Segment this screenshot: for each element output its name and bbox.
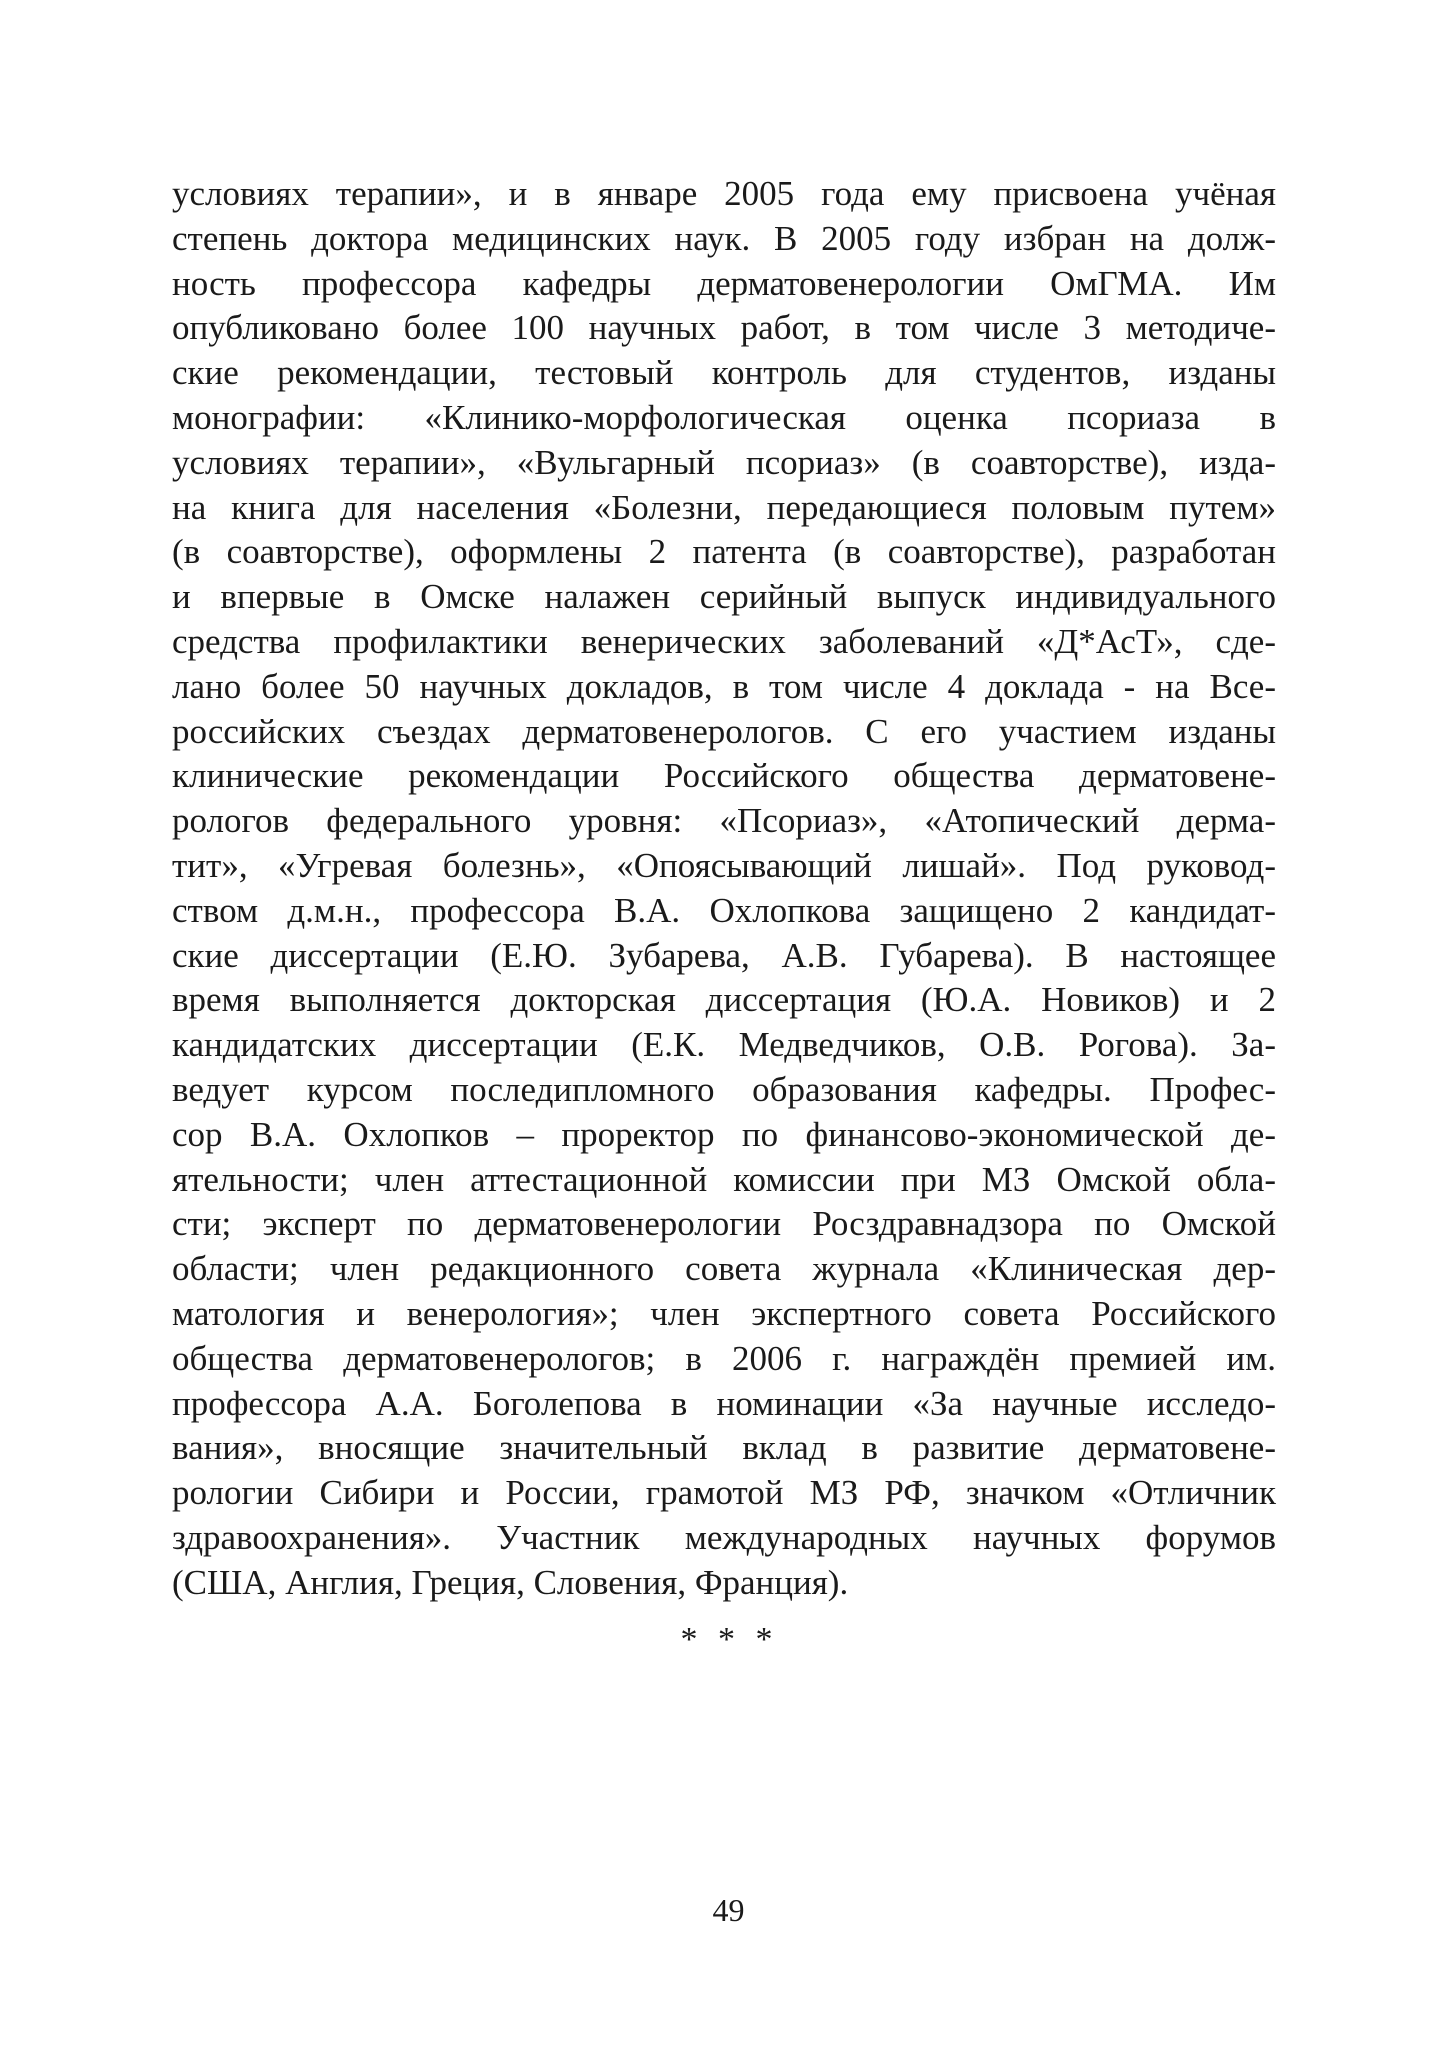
- text-line: условиях терапии», и в январе 2005 года ему присвоена учёная: [172, 174, 1276, 213]
- text-line: время выполняется докторская диссертация (Ю.А. Новиков) и 2: [172, 980, 1276, 1020]
- text-line: российских съездах дерматовенерологов. С его участием изданы: [172, 711, 1276, 751]
- text-line: сор В.А. Охлопков – проректор по финансово-экономической де-: [172, 1114, 1276, 1154]
- text-line: лано более 50 научных докладов, в том числе 4 доклада - на Все-: [172, 666, 1276, 706]
- body-text: [172, 172, 1276, 1606]
- text-line: и впервые в Омске налажен серийный выпуск индивидуального: [172, 577, 1276, 617]
- text-line: условиях терапии», «Вульгарный псориаз» (в соавторстве), изда-: [172, 442, 1276, 482]
- text-line: на книга для населения «Болезни, передающиеся половым путем»: [172, 487, 1276, 527]
- text-line: рологов федерального уровня: «Псориаз», «Атопический дерма-: [172, 801, 1276, 841]
- text-line: ведует курсом последипломного образования кафедры. Профес-: [172, 1069, 1276, 1109]
- text-line: средства профилактики венерических заболеваний «Д*АсТ», сде-: [172, 621, 1276, 661]
- text-line: рологии Сибири и России, грамотой МЗ РФ, значком «Отличник: [172, 1473, 1276, 1513]
- text-line: (в соавторстве), оформлены 2 патента (в соавторстве), разработан: [172, 532, 1276, 572]
- text-line: матология и венерология»; член экспертного совета Российского: [172, 1293, 1276, 1333]
- text-line: ские диссертации (Е.Ю. Зубарева, А.В. Губарева). В настоящее: [172, 935, 1276, 975]
- text-line: ятельности; член аттестационной комиссии при МЗ Омской обла-: [172, 1159, 1276, 1199]
- text-line: области; член редакционного совета журнала «Клиническая дер-: [172, 1249, 1276, 1289]
- text-line: ские рекомендации, тестовый контроль для студентов, изданы: [172, 353, 1276, 393]
- text-line: сти; эксперт по дерматовенерологии Росздравнадзора по Омской: [172, 1204, 1276, 1244]
- text-line: (США, Англия, Греция, Словения, Франция).: [172, 1562, 849, 1602]
- text-line: тит», «Угревая болезнь», «Опоясывающий лишай». Под руковод-: [172, 845, 1276, 885]
- text-line: здравоохранения». Участник международных научных форумов: [172, 1517, 1276, 1557]
- page-number: 49: [712, 1892, 745, 1928]
- text-line: профессора А.А. Боголепова в номинации «За научные исследо-: [172, 1383, 1276, 1423]
- text-line: монографии: «Клинико-морфологическая оценка псориаза в: [172, 397, 1276, 437]
- text-line: ность профессора кафедры дерматовенерологии ОмГМА. Им: [172, 263, 1276, 303]
- text-line: кандидатских диссертации (Е.К. Медведчиков, О.В. Рогова). За-: [172, 1025, 1276, 1065]
- section-separator: * * *: [680, 1621, 779, 1658]
- text-line: общества дерматовенерологов; в 2006 г. награждён премией им.: [172, 1338, 1276, 1378]
- text-line: ством д.м.н., профессора В.А. Охлопкова защищено 2 кандидат-: [172, 890, 1276, 930]
- text-line: вания», вносящие значительный вклад в развитие дерматовене-: [172, 1428, 1276, 1468]
- text-line: степень доктора медицинских наук. В 2005 году избран на долж-: [172, 218, 1276, 258]
- text-line: клинические рекомендации Российского общества дерматовене-: [172, 756, 1276, 796]
- text-line: опубликовано более 100 научных работ, в том числе 3 методиче-: [172, 308, 1276, 348]
